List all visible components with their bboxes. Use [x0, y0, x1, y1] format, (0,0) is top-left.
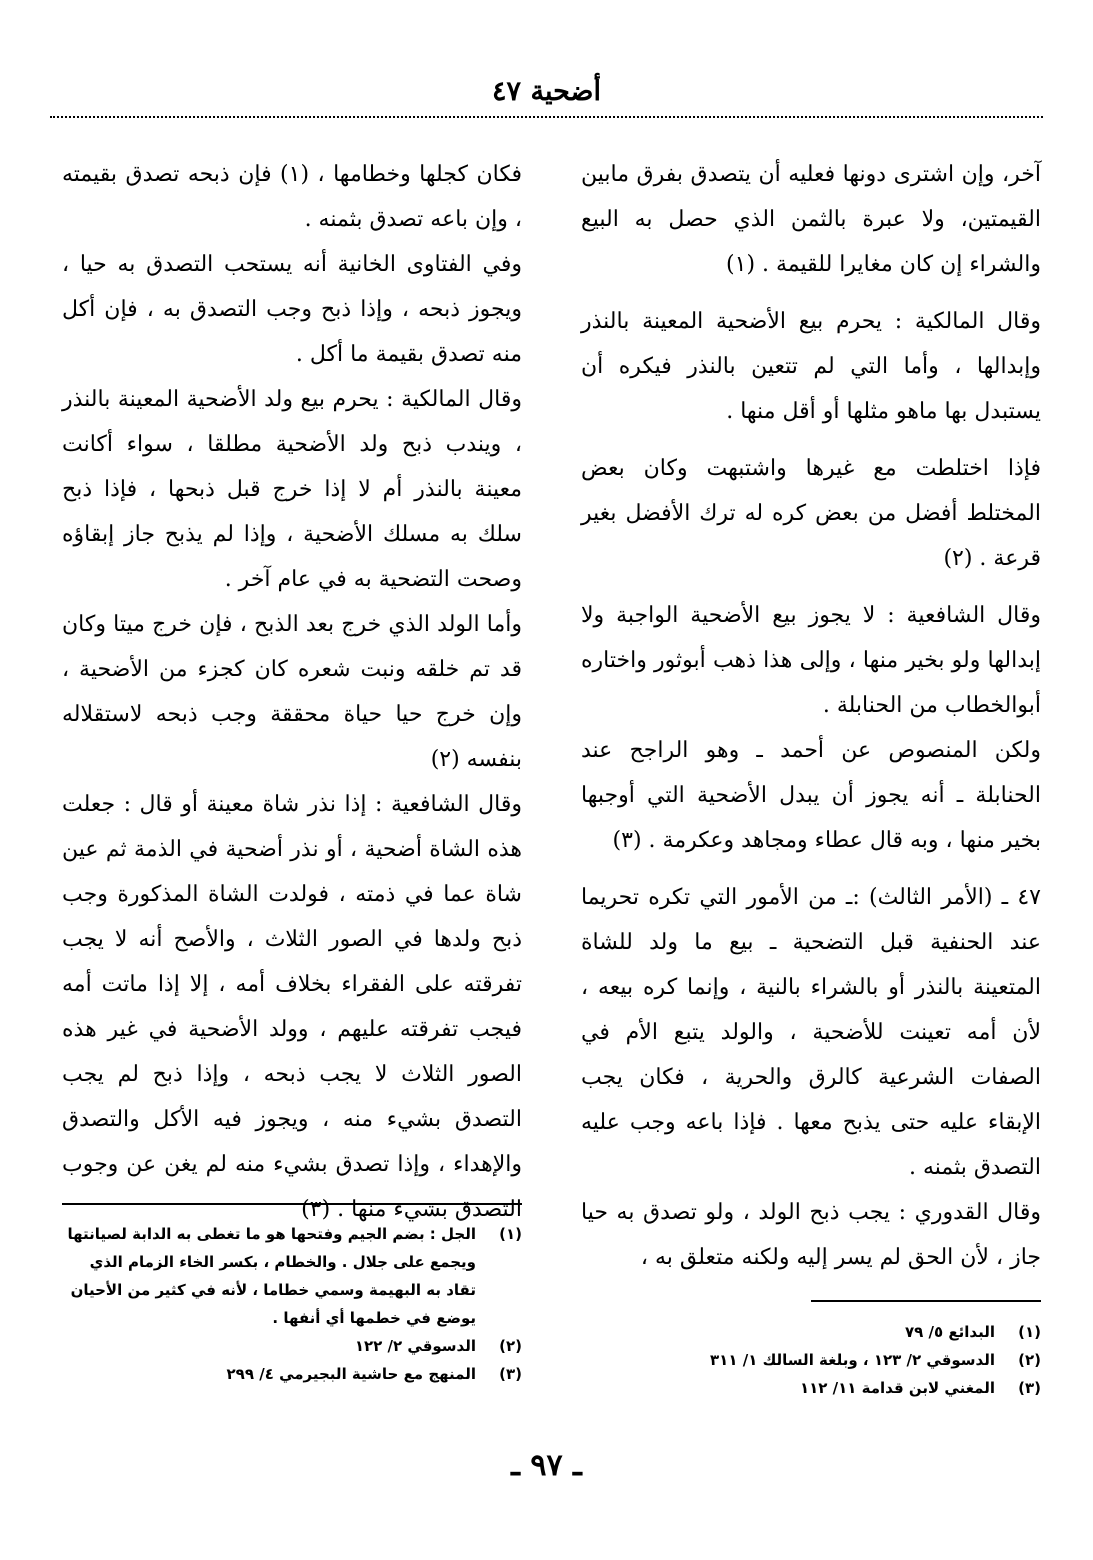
right-column	[581, 152, 1041, 1280]
paragraph: وقال الشافعية : إذا نذر شاة معينة أو قال : جعلت هذه الشاة أضحية ، أو نذر أضحية في الذمة ثم عين شاة عما في ذمته ، فولدت الشاة المذكورة وجب ذبح ولدها في الصور الثلاث ، والأصح أنه لا يجب تفرقته على الفقراء بخلاف أمه ، إلا إذا ماتت أمه فيجب تفرقته عليهم ، وولد الأضحية في غير هذه الصور الثلاث لا يجب ذبحه ، وإذا ذبح لم يجب التصدق بشيء منه ، ويجوز فيه الأكل والتصدق والإهداء ، وإذا تصدق بشيء منه لم يغن عن وجوب التصدق بشيء منها . (٣)	[62, 792, 522, 1222]
paragraph: وقال المالكية : يحرم بيع ولد الأضحية المعينة بالنذر ، ويندب ذبح ولد الأضحية مطلقا ، سواء أكانت معينة بالنذر أم لا إذا خرج قبل ذبحها ، فإذا ذبح سلك به مسلك الأضحية ، وإذا لم يذبح جاز إبقاؤه وصحت التضحية به في عام آخر .	[62, 387, 522, 592]
footnotes-right	[581, 1318, 1041, 1402]
paragraph: فكان كجلها وخطامها ، (١) فإن ذبحه تصدق بقيمته ، وإن باعه تصدق بثمنه .	[62, 162, 522, 232]
paragraph: وقال المالكية : يحرم بيع الأضحية المعينة بالنذر وإبدالها ، وأما التي لم تتعين بالنذر فيكره أن يستبدل بها ماهو مثلها أو أقل منها .	[581, 309, 1041, 424]
header-dotted-divider	[50, 116, 1043, 118]
footnote-text: المغني لابن قدامة ١١/ ١١٢	[799, 1379, 995, 1397]
footnote-text: الدسوقي ٢/ ١٢٣ ، وبلغة السالك ١/ ٣١١	[710, 1351, 995, 1369]
footnote-divider-right	[811, 1300, 1041, 1302]
footnote-number: (٣)	[1018, 1379, 1041, 1397]
footnote-text: الجل : بضم الجيم وفتحها هو ما تغطى به الدابة لصيانتها ويجمع على جلال . والخطام ، بكسر الخاء الزمام الذي تقاد به البهيمة وسمي خطاما ، لأنه في كثير من الأحيان يوضع في خطمها أي أنفها .	[67, 1225, 476, 1327]
footnote-text: المنهج مع حاشية البجيرمي ٤/ ٢٩٩	[226, 1365, 476, 1383]
paragraph: ولكن المنصوص عن أحمد ـ وهو الراجح عند الحنابلة ـ أنه يجوز أن يبدل الأضحية التي أوجبها بخير منها ، وبه قال عطاء ومجاهد وعكرمة . (٣)	[581, 738, 1041, 853]
footnote	[62, 1332, 522, 1360]
footnotes-left	[62, 1220, 522, 1388]
paragraph: فإذا اختلطت مع غيرها واشتبهت وكان بعض المختلط أفضل من بعض كره له ترك الأفضل بغير قرعة . (٢)	[581, 456, 1041, 571]
paragraph: آخر، وإن اشترى دونها فعليه أن يتصدق بفرق مابين القيمتين، ولا عبرة بالثمن الذي حصل به البيع والشراء إن كان مغايرا للقيمة . (١)	[581, 162, 1041, 277]
footnote	[581, 1318, 1041, 1346]
footnote-number: (١)	[1018, 1323, 1041, 1341]
page-number: ـ ٩٧ ـ	[511, 1448, 582, 1483]
footnote-number: (٣)	[499, 1365, 522, 1383]
left-column	[62, 152, 522, 1232]
footnote	[62, 1360, 522, 1388]
paragraph: وقال القدوري : يجب ذبح الولد ، ولو تصدق به حيا جاز ، لأن الحق لم يسر إليه ولكنه متعلق به ،	[581, 1200, 1041, 1270]
footnote	[581, 1374, 1041, 1402]
footnote-number: (٢)	[1018, 1351, 1041, 1369]
paragraph: وفي الفتاوى الخانية أنه يستحب التصدق به حيا ، ويجوز ذبحه ، وإذا ذبح وجب التصدق به ، فإن أكل منه تصدق بقيمة ما أكل .	[62, 252, 522, 367]
page-header: أضحية ٤٧	[492, 76, 601, 107]
paragraph: وقال الشافعية : لا يجوز بيع الأضحية الواجبة ولا إبدالها ولو بخير منها ، وإلى هذا ذهب أبوثور واختاره أبوالخطاب من الحنابلة .	[581, 603, 1041, 718]
footnote-divider-left	[62, 1203, 522, 1205]
footnote-number: (١)	[499, 1225, 522, 1243]
footnote	[62, 1220, 522, 1332]
footnote	[581, 1346, 1041, 1374]
footnote-number: (٢)	[499, 1337, 522, 1355]
paragraph: وأما الولد الذي خرج بعد الذبح ، فإن خرج ميتا وكان قد تم خلقه ونبت شعره كان كجزء من الأضحية ، وإن خرج حيا حياة محققة وجب ذبحه لاستقلاله بنفسه (٢)	[62, 612, 522, 772]
footnote-text: البدائع ٥/ ٧٩	[905, 1323, 995, 1341]
paragraph: ٤٧ ـ (الأمر الثالث) :ـ من الأمور التي تكره تحريما عند الحنفية قبل التضحية ـ بيع ما ولد للشاة المتعينة بالنذر أو بالشراء بالنية ، وإنما كره بيعه ، لأن أمه تعينت للأضحية ، والولد يتبع الأم في الصفات الشرعية كالرق والحرية ، فكان يجب الإبقاء عليه حتى يذبح معها . فإذا باعه وجب عليه التصدق بثمنه .	[581, 885, 1041, 1180]
footnote-text: الدسوقي ٢/ ١٢٢	[354, 1337, 476, 1355]
